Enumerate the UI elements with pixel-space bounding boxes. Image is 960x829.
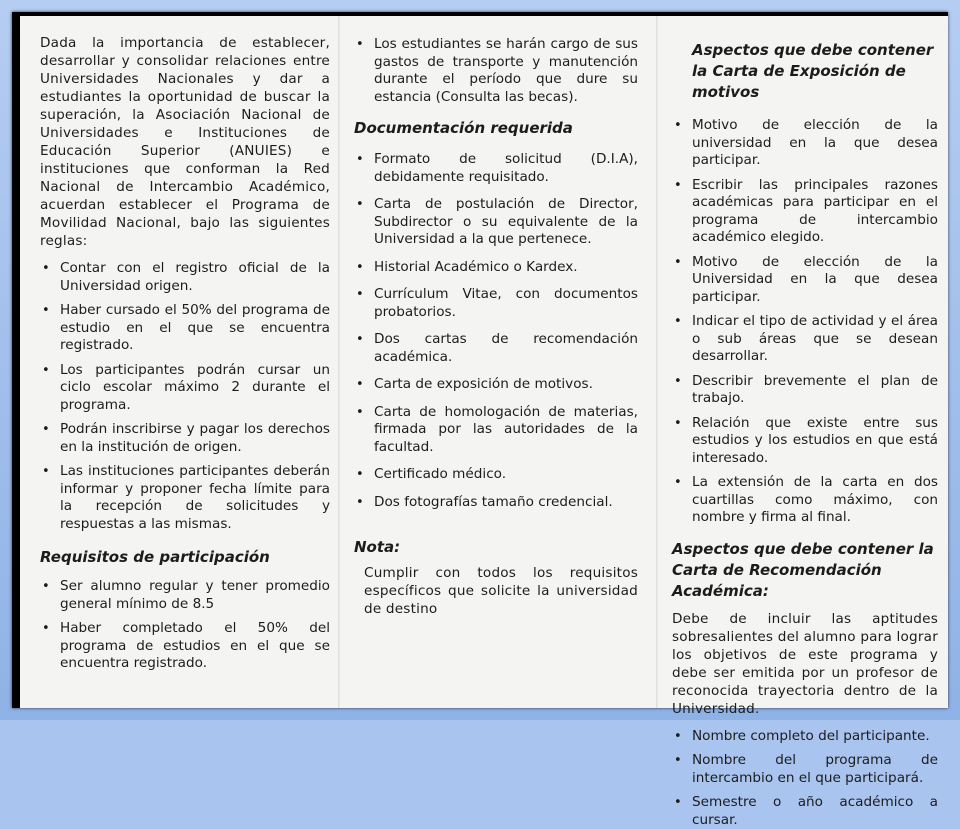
motivation-item: • Describir brevemente el plan de trabajo. [672, 373, 938, 408]
recommendation-item: • Nombre completo del participante. [672, 728, 938, 746]
motivation-item: • La extensión de la carta en dos cuartillas como máximo, con nombre y firma al final. [672, 474, 938, 527]
rule-item: • Contar con el registro oficial de la Universidad origen. [40, 260, 330, 295]
requirement-item: • Ser alumno regular y tener promedio general mínimo de 8.5 [40, 578, 330, 613]
requirements-heading: Requisitos de participación [40, 547, 330, 568]
requirements-list [40, 578, 330, 673]
recommendation-item: • Nombre del programa de intercambio en el que participará. [672, 752, 938, 787]
recommendation-list [672, 728, 938, 829]
note-heading: Nota: [354, 537, 638, 558]
rule-item: • Haber cursado el 50% del programa de estudio en el que se encuentra registrado. [40, 302, 330, 355]
rules-list [40, 260, 330, 533]
rule-item: • Las instituciones participantes deberán informar y proponer fecha límite para la recepción de solicitudes y respuestas a las mismas. [40, 463, 330, 533]
intro-paragraph: Dada la importancia de establecer, desarrollar y consolidar relaciones entre Universidades Nacionales y dar a estudiantes la oportunidad de buscar la superación, la Asociación Nacional de Universidades e Instituciones de Educación Superior (ANUIES) e instituciones que conforman la Red Nacional de Intercambio Académico, acuerdan establecer el Programa de Movilidad Nacional, bajo las siguientes reglas: [40, 34, 330, 250]
note-text: Cumplir con todos los requisitos específicos que solicite la universidad de destino [354, 564, 638, 618]
documents-list [354, 151, 638, 511]
motivation-item: • Relación que existe entre sus estudios y los estudios en que está interesado. [672, 415, 938, 468]
documents-heading: Documentación requerida [354, 118, 638, 139]
document-item: • Historial Académico o Kardex. [354, 259, 638, 277]
expenses-item: • Los estudiantes se harán cargo de sus gastos de transporte y manutención durante el período que dure su estancia (Consulta las becas). [354, 36, 638, 106]
motivation-item: • Escribir las principales razones académicas para participar en el programa de intercambio académico elegido. [672, 177, 938, 247]
document-item: • Certificado médico. [354, 466, 638, 484]
document-item: • Carta de exposición de motivos. [354, 376, 638, 394]
recommendation-item: • Semestre o año académico a cursar. [672, 794, 938, 829]
slide-border [12, 12, 948, 708]
rule-item: • Los participantes podrán cursar un ciclo escolar máximo 2 durante el programa. [40, 362, 330, 415]
document-item: • Formato de solicitud (D.I.A), debidamente requisitado. [354, 151, 638, 186]
document-item: • Dos cartas de recomendación académica. [354, 331, 638, 366]
brochure-column-1 [20, 16, 338, 708]
motivation-letter-list [672, 117, 938, 527]
document-item: • Currículum Vitae, con documentos probatorios. [354, 286, 638, 321]
brochure-column-3 [656, 16, 948, 708]
motivation-item: • Indicar el tipo de actividad y el área o sub áreas que se desean desarrollar. [672, 313, 938, 366]
requirement-item: • Haber completado el 50% del programa de estudios en el que se encuentra registrado. [40, 620, 330, 673]
document-item: • Carta de homologación de materias, firmada por las autoridades de la facultad. [354, 404, 638, 457]
recommendation-paragraph: Debe de incluir las aptitudes sobresalientes del alumno para lograr los objetivos de este programa y debe ser emitida por un profesor de reconocida trayectoria dentro de la Universidad. [672, 610, 938, 718]
brochure-column-2 [338, 16, 656, 708]
motivation-item: • Motivo de elección de la universidad en la que desea participar. [672, 117, 938, 170]
recommendation-letter-heading: Aspectos que debe contener la Carta de Recomendación Académica: [672, 539, 938, 602]
brochure-scan [20, 16, 948, 708]
document-item: • Carta de postulación de Director, Subdirector o su equivalente de la Universidad a la que pertenece. [354, 196, 638, 249]
motivation-item: • Motivo de elección de la Universidad en la que desea participar. [672, 254, 938, 307]
document-item: • Dos fotografías tamaño credencial. [354, 494, 638, 512]
expenses-list [354, 36, 638, 106]
rule-item: • Podrán inscribirse y pagar los derechos en la institución de origen. [40, 421, 330, 456]
motivation-letter-heading: Aspectos que debe contener la Carta de Exposición de motivos [692, 40, 938, 103]
